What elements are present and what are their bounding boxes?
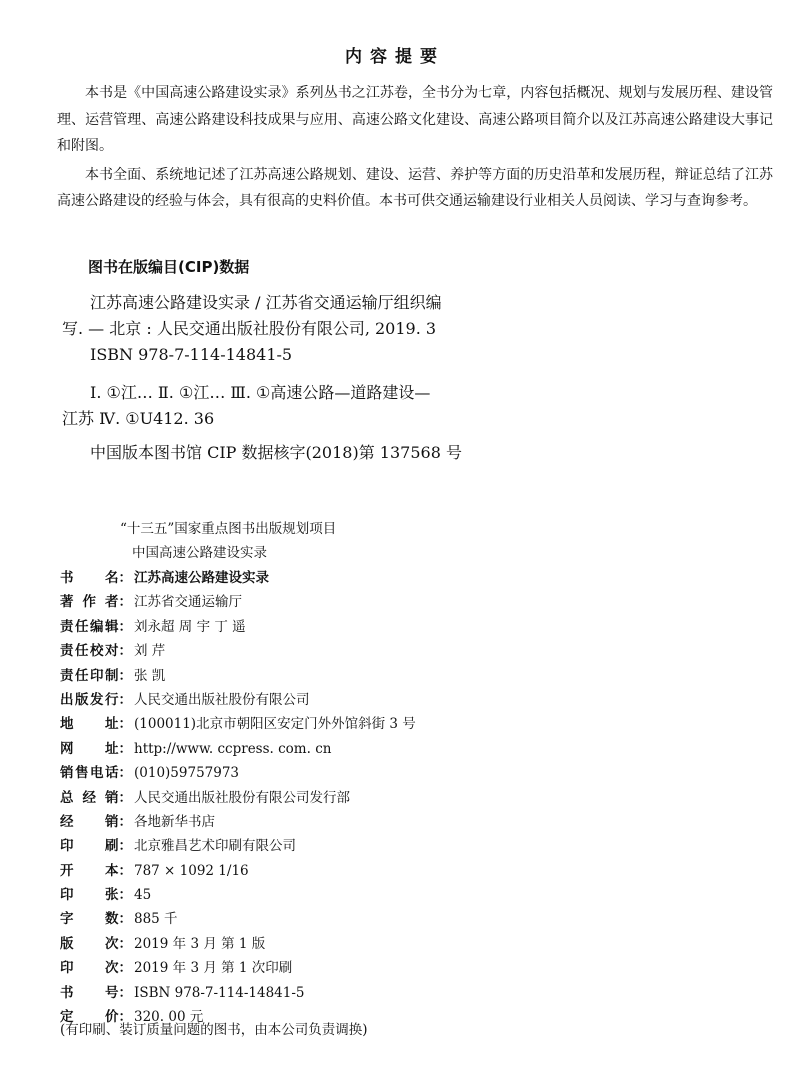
- info-row: [60, 761, 760, 785]
- info-row: [60, 859, 760, 883]
- cip-line-2: 写. — 北京 : 人民交通出版社股份有限公司, 2019. 3: [62, 319, 437, 338]
- info-colon: ：: [118, 618, 132, 635]
- footnote: (有印刷、装订质量问题的图书，由本公司负责调换): [60, 1022, 368, 1038]
- info-value: 2019 年 3 月 第 1 版: [134, 935, 266, 952]
- info-row: [60, 737, 760, 761]
- info-colon: ：: [118, 643, 132, 660]
- info-colon: ：: [118, 887, 132, 904]
- info-row: [60, 590, 760, 614]
- info-row: [60, 786, 760, 810]
- info-label-wrap: [60, 932, 132, 956]
- info-row: [60, 810, 760, 834]
- info-value: 刘永超 周 宇 丁 遥: [134, 618, 246, 635]
- info-value: 张 凯: [134, 667, 166, 684]
- info-label-wrap: [60, 590, 132, 614]
- info-label: 销售电话: [60, 765, 119, 782]
- info-label: 书名: [60, 570, 119, 586]
- info-label: 总经销: [60, 789, 119, 806]
- info-value: 北京雅昌艺术印刷有限公司: [134, 838, 296, 855]
- info-label-wrap: [60, 810, 132, 834]
- info-row: [60, 981, 760, 1005]
- info-row: [60, 932, 760, 956]
- info-colon: ：: [118, 667, 132, 684]
- info-label-wrap: [60, 688, 132, 712]
- cip-data: [62, 290, 762, 466]
- info-label: 责任校对: [60, 643, 119, 660]
- cip-line-isbn: ISBN 978-7-114-14841-5: [90, 345, 293, 364]
- info-value: 人民交通出版社股份有限公司: [134, 691, 310, 708]
- cip-line-classification: Ⅰ. ①江… Ⅱ. ①江… Ⅲ. ①高速公路—道路建设—: [90, 383, 431, 402]
- info-value: (100011)北京市朝阳区安定门外外馆斜街 3 号: [134, 716, 416, 733]
- summary-paragraph-2: 本书全面、系统地记述了江苏高速公路规划、建设、运营、养护等方面的历史沿革和发展历程，辩证总结了江苏高速公路建设的经验与体会，具有很高的史料价值。本书可供交通运输建设行业相关人员阅读、学习与查询参考。: [57, 166, 773, 209]
- info-colon: ：: [118, 1009, 132, 1026]
- info-colon: ：: [118, 813, 132, 830]
- info-label: 开本: [60, 862, 119, 879]
- info-label: 版次: [60, 935, 119, 952]
- info-label: 定价: [60, 1009, 119, 1026]
- info-label-wrap: [60, 566, 132, 590]
- info-colon: ：: [118, 960, 132, 977]
- project-line-1: “十三五”国家重点图书出版规划项目: [120, 521, 337, 537]
- info-label-wrap: [60, 761, 132, 785]
- info-row: [60, 639, 760, 663]
- info-colon: ：: [118, 740, 132, 757]
- info-value: 刘 芹: [134, 643, 166, 660]
- info-colon: ：: [118, 789, 132, 806]
- info-row: [60, 615, 760, 639]
- project-line-2: 中国高速公路建设实录: [132, 545, 267, 561]
- info-value: 45: [134, 887, 152, 904]
- info-label: 网址: [60, 740, 119, 757]
- info-value: 江苏高速公路建设实录: [134, 570, 269, 586]
- info-colon: ：: [118, 691, 132, 708]
- info-label-wrap: [60, 907, 132, 931]
- info-label: 责任印制: [60, 667, 119, 684]
- info-value: 人民交通出版社股份有限公司发行部: [134, 789, 350, 806]
- info-label-wrap: [60, 786, 132, 810]
- info-label-wrap: [60, 664, 132, 688]
- info-label: 出版发行: [60, 691, 119, 708]
- info-label-wrap: [60, 639, 132, 663]
- info-value: ISBN 978-7-114-14841-5: [134, 984, 305, 1001]
- info-colon: ：: [118, 862, 132, 879]
- info-label: 地址: [60, 716, 119, 733]
- publication-info: [60, 566, 760, 1029]
- info-label: 字数: [60, 911, 119, 928]
- info-value: 2019 年 3 月 第 1 次印刷: [134, 960, 293, 977]
- info-row: [60, 956, 760, 980]
- cip-line-record-number: 中国版本图书馆 CIP 数据核字(2018)第 137568 号: [90, 443, 462, 462]
- info-label: 印张: [60, 887, 119, 904]
- info-colon: ：: [118, 935, 132, 952]
- info-label: 印刷: [60, 838, 119, 855]
- info-row: [60, 883, 760, 907]
- info-label-wrap: [60, 834, 132, 858]
- info-row: [60, 712, 760, 736]
- cip-line-classification-cont: 江苏 Ⅳ. ①U412. 36: [62, 409, 215, 428]
- info-label-wrap: [60, 859, 132, 883]
- info-label: 书号: [60, 984, 119, 1001]
- info-colon: ：: [118, 911, 132, 928]
- info-label-wrap: [60, 712, 132, 736]
- info-label-wrap: [60, 615, 132, 639]
- info-value: 江苏省交通运输厅: [134, 594, 242, 611]
- info-colon: ：: [118, 984, 132, 1001]
- info-colon: ：: [118, 570, 132, 586]
- info-label-wrap: [60, 981, 132, 1005]
- cip-heading: 图书在版编目(CIP)数据: [88, 258, 250, 276]
- info-value: 787 × 1092 1/16: [134, 862, 249, 879]
- page-title: 内容提要: [345, 47, 445, 67]
- info-value: http://www. ccpress. com. cn: [134, 740, 332, 757]
- info-colon: ：: [118, 838, 132, 855]
- info-row: [60, 907, 760, 931]
- info-label-wrap: [60, 737, 132, 761]
- info-row: [60, 688, 760, 712]
- project-block: [120, 517, 336, 565]
- info-label: 著作者: [60, 594, 119, 611]
- cip-line-1: 江苏高速公路建设实录 / 江苏省交通运输厅组织编: [90, 293, 442, 312]
- info-value: 各地新华书店: [134, 813, 215, 830]
- info-row: [60, 834, 760, 858]
- info-colon: ：: [118, 765, 132, 782]
- info-label-wrap: [60, 956, 132, 980]
- info-colon: ：: [118, 716, 132, 733]
- info-value: 320. 00 元: [134, 1009, 204, 1026]
- info-label: 责任编辑: [60, 618, 119, 635]
- summary-paragraph-1: 本书是《中国高速公路建设实录》系列丛书之江苏卷，全书分为七章，内容包括概况、规划与发展历程、建设管理、运营管理、高速公路建设科技成果与应用、高速公路文化建设、高速公路项目简介以及江苏高速公路建设大事记和附图。: [57, 85, 773, 154]
- info-label: 经销: [60, 813, 119, 830]
- summary: [57, 80, 773, 217]
- info-label: 印次: [60, 960, 119, 977]
- info-colon: ：: [118, 594, 132, 611]
- info-value: 885 千: [134, 911, 178, 928]
- info-label-wrap: [60, 883, 132, 907]
- info-row: [60, 566, 760, 590]
- info-row: [60, 664, 760, 688]
- info-value: (010)59757973: [134, 765, 240, 782]
